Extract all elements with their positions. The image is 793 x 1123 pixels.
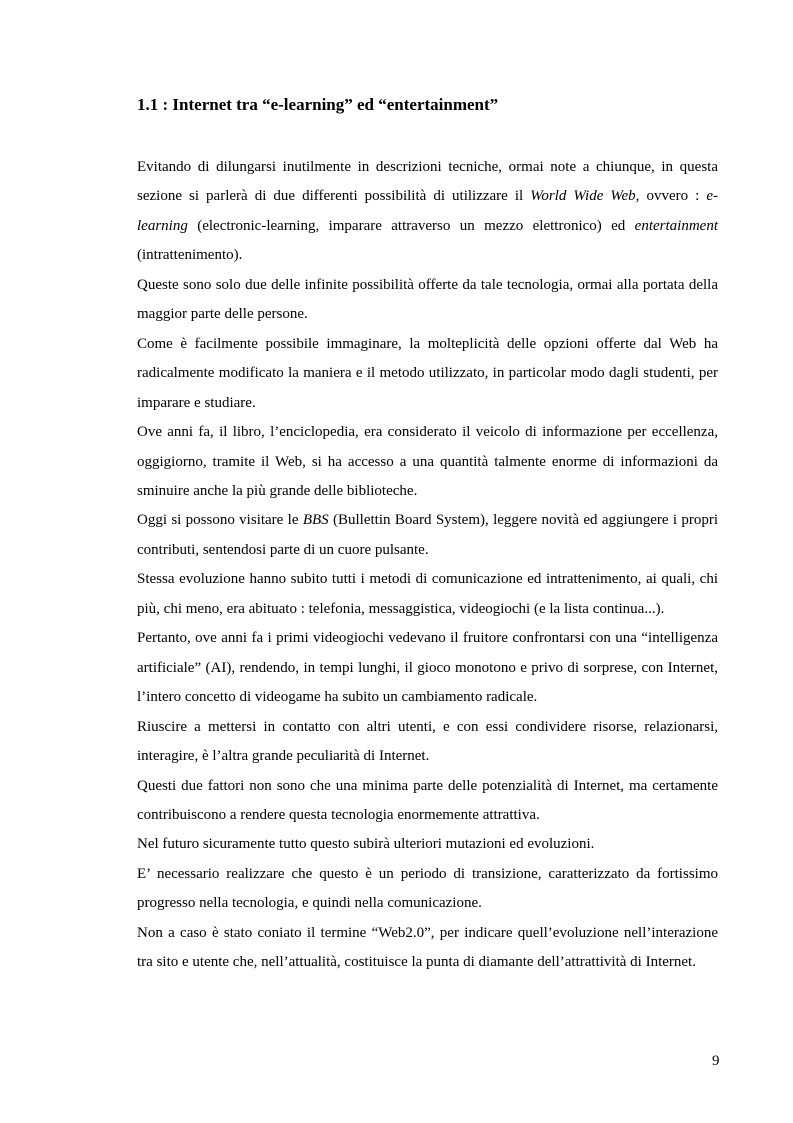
paragraph-text: Evitando di dilungarsi inutilmente in descrizioni tecniche, ormai note a chiunque, in questa sezione si parlerà di due differenti possibilità di utilizzare il [137, 159, 718, 205]
paragraph: Come è facilmente possibile immaginare, la molteplicità delle opzioni offerte dal Web ha radicalmente modificato la maniera e il metodo utilizzato, in particolar modo dagli studenti, per imparare e studiare. [137, 335, 718, 411]
page-number: 9 [712, 1053, 720, 1069]
paragraph: Queste sono solo due delle infinite possibilità offerte da tale tecnologia, ormai alla portata della maggior parte delle persone. [137, 276, 718, 323]
paragraph-text: (Bullettin Board System), leggere novità ed aggiungere i propri contributi, sentendosi parte di un cuore pulsante. [137, 512, 719, 558]
paragraph-text: (intrattenimento). [137, 247, 243, 264]
italic-term: BBS [302, 512, 329, 529]
paragraph: Stessa evoluzione hanno subito tutti i metodi di comunicazione ed intrattenimento, ai quali, chi più, chi meno, era abituato : telefonia, messaggistica, videogiochi (e la lista continua...). [137, 571, 718, 617]
body-text [137, 153, 718, 978]
paragraph-text: (electronic-learning, imparare attraverso un mezzo elettronico) ed [187, 217, 635, 234]
paragraph-text: Oggi si possono visitare le [137, 512, 303, 529]
paragraph: Non a caso è stato coniato il termine “Web2.0”, per indicare quell’evoluzione nell’interazione tra sito e utente che, nell’attualità, costituisce la punta di diamante dell’attrattività di Internet. [137, 924, 718, 971]
paragraph: Riuscire a mettersi in contatto con altri utenti, e con essi condividere risorse, relazionarsi, interagire, è l’altra grande peculiarità di Internet. [137, 718, 718, 765]
paragraph-text: , ovvero : [635, 188, 707, 205]
paragraph [137, 153, 718, 271]
paragraph: Pertanto, ove anni fa i primi videogiochi vedevano il fruitore confrontarsi con una “intelligenza artificiale” (AI), rendendo, in tempi lunghi, il gioco monotono e privo di sorprese, con Internet, l’intero concetto di videogame ha subito un cambiamento radicale. [137, 630, 718, 706]
paragraph: Questi due fattori non sono che una minima parte delle potenzialità di Internet, ma certamente contribuiscono a rendere questa tecnologia enormemente attrattiva. [137, 777, 718, 823]
italic-term: World Wide Web [530, 188, 636, 205]
paragraph: E’ necessario realizzare che questo è un periodo di transizione, caratterizzato da fortissimo progresso nella tecnologia, e quindi nella comunicazione. [137, 865, 718, 912]
section-heading: 1.1 : Internet tra “e-learning” ed “entertainment” [137, 95, 499, 114]
italic-term: entertainment [634, 217, 718, 234]
italic-term: e-learning [137, 188, 718, 234]
paragraph: Nel futuro sicuramente tutto questo subirà ulteriori mutazioni ed evoluzioni. [137, 836, 595, 853]
paragraph: Ove anni fa, il libro, l’enciclopedia, era considerato il veicolo di informazione per eccellenza, oggigiorno, tramite il Web, si ha accesso a una quantità talmente enorme di informazioni da sminuire anche la più grande delle biblioteche. [137, 424, 718, 499]
paragraph [137, 506, 718, 565]
